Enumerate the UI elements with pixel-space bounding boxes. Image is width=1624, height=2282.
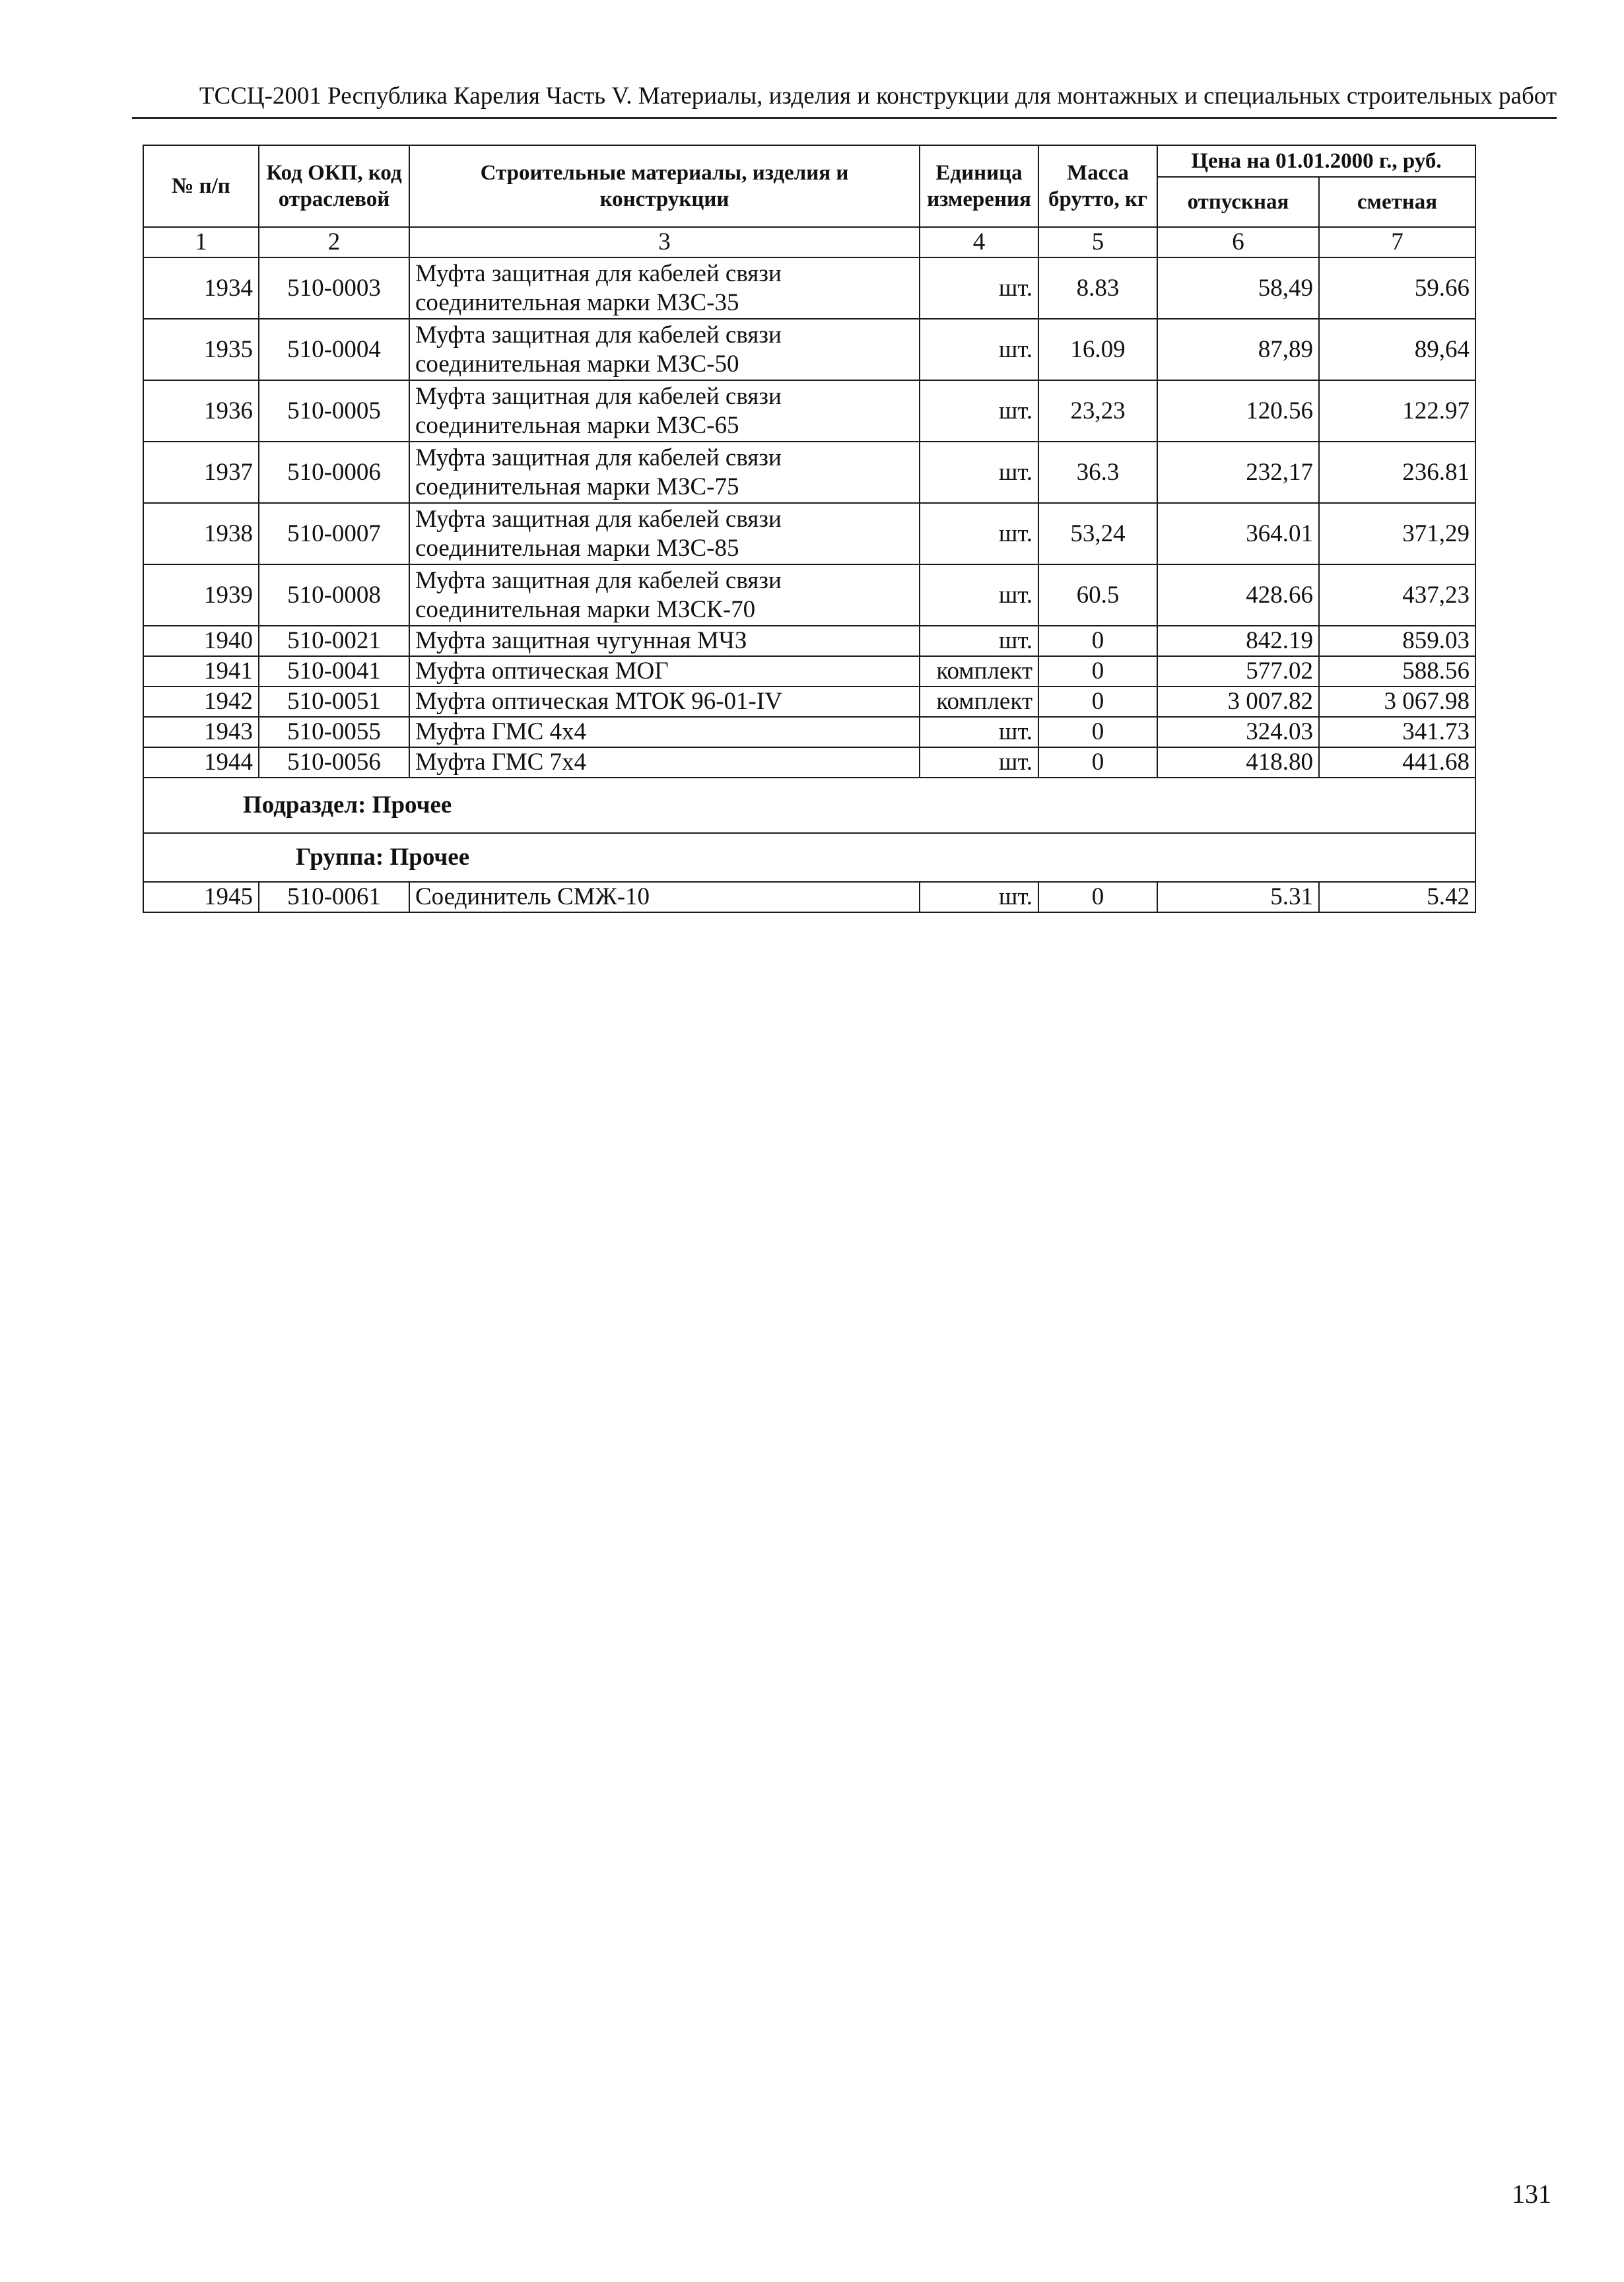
price-table	[143, 145, 1476, 913]
row-price-estimate: 437,23	[1319, 564, 1475, 626]
group-row	[143, 833, 1475, 882]
table-row	[143, 442, 1475, 503]
row-number: 1944	[143, 747, 259, 778]
row-unit: шт.	[920, 257, 1038, 319]
table-row	[143, 319, 1475, 380]
table-row	[143, 747, 1475, 778]
col-header-unit: Единица измерения	[920, 145, 1038, 227]
row-price-estimate: 59.66	[1319, 257, 1475, 319]
row-number: 1945	[143, 882, 259, 912]
row-number: 1936	[143, 380, 259, 442]
col-header-price-estimate: сметная	[1319, 177, 1475, 227]
row-unit: шт.	[920, 319, 1038, 380]
row-number: 1942	[143, 687, 259, 717]
col-number: 2	[259, 227, 409, 257]
row-name: Муфта защитная для кабелей связи соединительная марки МЗС-65	[409, 380, 920, 442]
row-code: 510-0056	[259, 747, 409, 778]
row-price-estimate: 371,29	[1319, 503, 1475, 564]
col-header-code: Код ОКП, код отраслевой	[259, 145, 409, 227]
col-header-mass: Масса брутто, кг	[1038, 145, 1157, 227]
row-price-estimate: 441.68	[1319, 747, 1475, 778]
row-unit: шт.	[920, 564, 1038, 626]
row-price-release: 324.03	[1157, 717, 1319, 747]
row-price-estimate: 859.03	[1319, 626, 1475, 656]
row-unit: шт.	[920, 380, 1038, 442]
row-price-release: 232,17	[1157, 442, 1319, 503]
header-rule	[132, 117, 1557, 119]
row-code: 510-0005	[259, 380, 409, 442]
row-mass: 36.3	[1038, 442, 1157, 503]
row-code: 510-0055	[259, 717, 409, 747]
col-number: 5	[1038, 227, 1157, 257]
col-number: 4	[920, 227, 1038, 257]
col-number: 6	[1157, 227, 1319, 257]
row-name: Муфта ГМС 7x4	[409, 747, 920, 778]
table-row	[143, 717, 1475, 747]
table-row	[143, 564, 1475, 626]
row-unit: шт.	[920, 503, 1038, 564]
row-name: Муфта ГМС 4x4	[409, 717, 920, 747]
table-row	[143, 882, 1475, 912]
row-name: Муфта защитная для кабелей связи соединительная марки МЗСК-70	[409, 564, 920, 626]
row-mass: 53,24	[1038, 503, 1157, 564]
row-price-release: 364.01	[1157, 503, 1319, 564]
row-code: 510-0021	[259, 626, 409, 656]
row-unit: комплект	[920, 656, 1038, 687]
subsection-row	[143, 778, 1475, 833]
row-mass: 0	[1038, 747, 1157, 778]
row-code: 510-0006	[259, 442, 409, 503]
row-price-release: 842.19	[1157, 626, 1319, 656]
row-price-release: 87,89	[1157, 319, 1319, 380]
row-price-release: 418.80	[1157, 747, 1319, 778]
col-number: 1	[143, 227, 259, 257]
row-name: Муфта защитная для кабелей связи соединительная марки МЗС-35	[409, 257, 920, 319]
row-mass: 0	[1038, 656, 1157, 687]
row-price-estimate: 588.56	[1319, 656, 1475, 687]
row-number: 1938	[143, 503, 259, 564]
row-number: 1940	[143, 626, 259, 656]
row-number: 1937	[143, 442, 259, 503]
table-row	[143, 626, 1475, 656]
col-header-num: № п/п	[143, 145, 259, 227]
row-code: 510-0041	[259, 656, 409, 687]
row-price-estimate: 5.42	[1319, 882, 1475, 912]
row-price-estimate: 3 067.98	[1319, 687, 1475, 717]
subsection-title: Подраздел: Прочее	[143, 778, 1475, 833]
row-number: 1935	[143, 319, 259, 380]
row-name: Муфта защитная для кабелей связи соединительная марки МЗС-85	[409, 503, 920, 564]
row-code: 510-0003	[259, 257, 409, 319]
row-number: 1941	[143, 656, 259, 687]
row-mass: 0	[1038, 626, 1157, 656]
row-unit: шт.	[920, 442, 1038, 503]
row-mass: 23,23	[1038, 380, 1157, 442]
row-code: 510-0007	[259, 503, 409, 564]
running-header: ТССЦ-2001 Республика Карелия Часть V. Материалы, изделия и конструкции для монтажных и специальных строительных работ	[199, 83, 1557, 110]
col-number: 3	[409, 227, 920, 257]
row-code: 510-0051	[259, 687, 409, 717]
row-price-estimate: 341.73	[1319, 717, 1475, 747]
row-unit: шт.	[920, 747, 1038, 778]
row-price-release: 577.02	[1157, 656, 1319, 687]
col-header-price-release: отпускная	[1157, 177, 1319, 227]
row-price-release: 428.66	[1157, 564, 1319, 626]
row-name: Муфта защитная для кабелей связи соединительная марки МЗС-75	[409, 442, 920, 503]
table-row	[143, 257, 1475, 319]
row-name: Муфта оптическая МОГ	[409, 656, 920, 687]
row-code: 510-0061	[259, 882, 409, 912]
row-price-release: 5.31	[1157, 882, 1319, 912]
row-mass: 16.09	[1038, 319, 1157, 380]
row-name: Муфта защитная для кабелей связи соединительная марки МЗС-50	[409, 319, 920, 380]
row-price-estimate: 236.81	[1319, 442, 1475, 503]
table-row	[143, 656, 1475, 687]
col-header-price: Цена на 01.01.2000 г., руб.	[1157, 145, 1475, 177]
row-name: Муфта оптическая МТОК 96-01-IV	[409, 687, 920, 717]
row-price-release: 120.56	[1157, 380, 1319, 442]
row-name: Соединитель СМЖ-10	[409, 882, 920, 912]
row-price-release: 58,49	[1157, 257, 1319, 319]
row-number: 1934	[143, 257, 259, 319]
table-row	[143, 503, 1475, 564]
row-name: Муфта защитная чугунная МЧЗ	[409, 626, 920, 656]
row-mass: 0	[1038, 687, 1157, 717]
row-mass: 0	[1038, 717, 1157, 747]
col-number: 7	[1319, 227, 1475, 257]
table-body	[143, 257, 1475, 912]
row-unit: комплект	[920, 687, 1038, 717]
row-mass: 0	[1038, 882, 1157, 912]
row-code: 510-0008	[259, 564, 409, 626]
row-unit: шт.	[920, 882, 1038, 912]
row-unit: шт.	[920, 717, 1038, 747]
row-mass: 60.5	[1038, 564, 1157, 626]
row-unit: шт.	[920, 626, 1038, 656]
table-row	[143, 687, 1475, 717]
row-price-release: 3 007.82	[1157, 687, 1319, 717]
row-price-estimate: 89,64	[1319, 319, 1475, 380]
col-header-name: Строительные материалы, изделия и конструкции	[409, 145, 920, 227]
group-title: Группа: Прочее	[143, 833, 1475, 882]
row-number: 1939	[143, 564, 259, 626]
page-number: 131	[1512, 2179, 1551, 2209]
row-mass: 8.83	[1038, 257, 1157, 319]
row-number: 1943	[143, 717, 259, 747]
row-code: 510-0004	[259, 319, 409, 380]
row-price-estimate: 122.97	[1319, 380, 1475, 442]
table-row	[143, 380, 1475, 442]
